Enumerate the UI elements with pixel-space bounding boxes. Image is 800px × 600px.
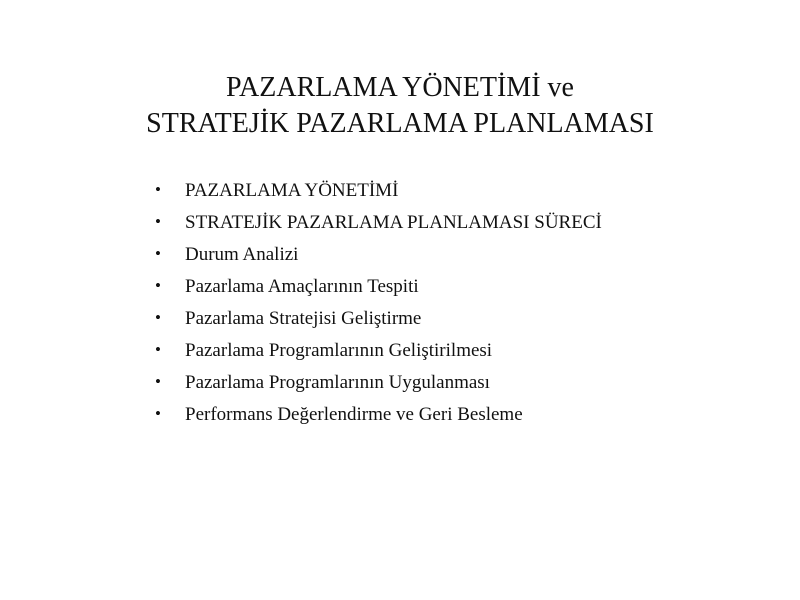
list-item-text: Pazarlama Stratejisi Geliştirme (185, 308, 422, 329)
bullet-list (155, 178, 625, 434)
list-item (155, 338, 625, 364)
list-item-text: STRATEJİK PAZARLAMA PLANLAMASI SÜRECİ (185, 212, 602, 233)
list-item (155, 402, 625, 428)
slide-title (0, 70, 800, 142)
bullet-icon: • (155, 404, 161, 423)
bullet-icon: • (155, 244, 161, 263)
bullet-icon: • (155, 372, 161, 391)
title-line-2: STRATEJİK PAZARLAMA PLANLAMASI (146, 108, 654, 139)
bullet-icon: • (155, 340, 161, 359)
bullet-icon: • (155, 180, 161, 199)
list-item-text: Pazarlama Programlarının Geliştirilmesi (185, 340, 493, 361)
list-item (155, 370, 625, 396)
bullet-icon: • (155, 308, 161, 327)
list-item-text: Pazarlama Programlarının Uygulanması (185, 372, 490, 393)
list-item (155, 210, 625, 236)
list-item (155, 178, 625, 204)
list-item (155, 306, 625, 332)
list-item (155, 242, 625, 268)
list-item (155, 274, 625, 300)
bullet-icon: • (155, 212, 161, 231)
list-item-text: Performans Değerlendirme ve Geri Besleme (185, 404, 523, 425)
bullet-icon: • (155, 276, 161, 295)
title-line-1: PAZARLAMA YÖNETİMİ ve (226, 72, 574, 103)
list-item-text: PAZARLAMA YÖNETİMİ (185, 180, 399, 201)
list-item-text: Pazarlama Amaçlarının Tespiti (185, 276, 419, 297)
list-item-text: Durum Analizi (185, 244, 299, 265)
